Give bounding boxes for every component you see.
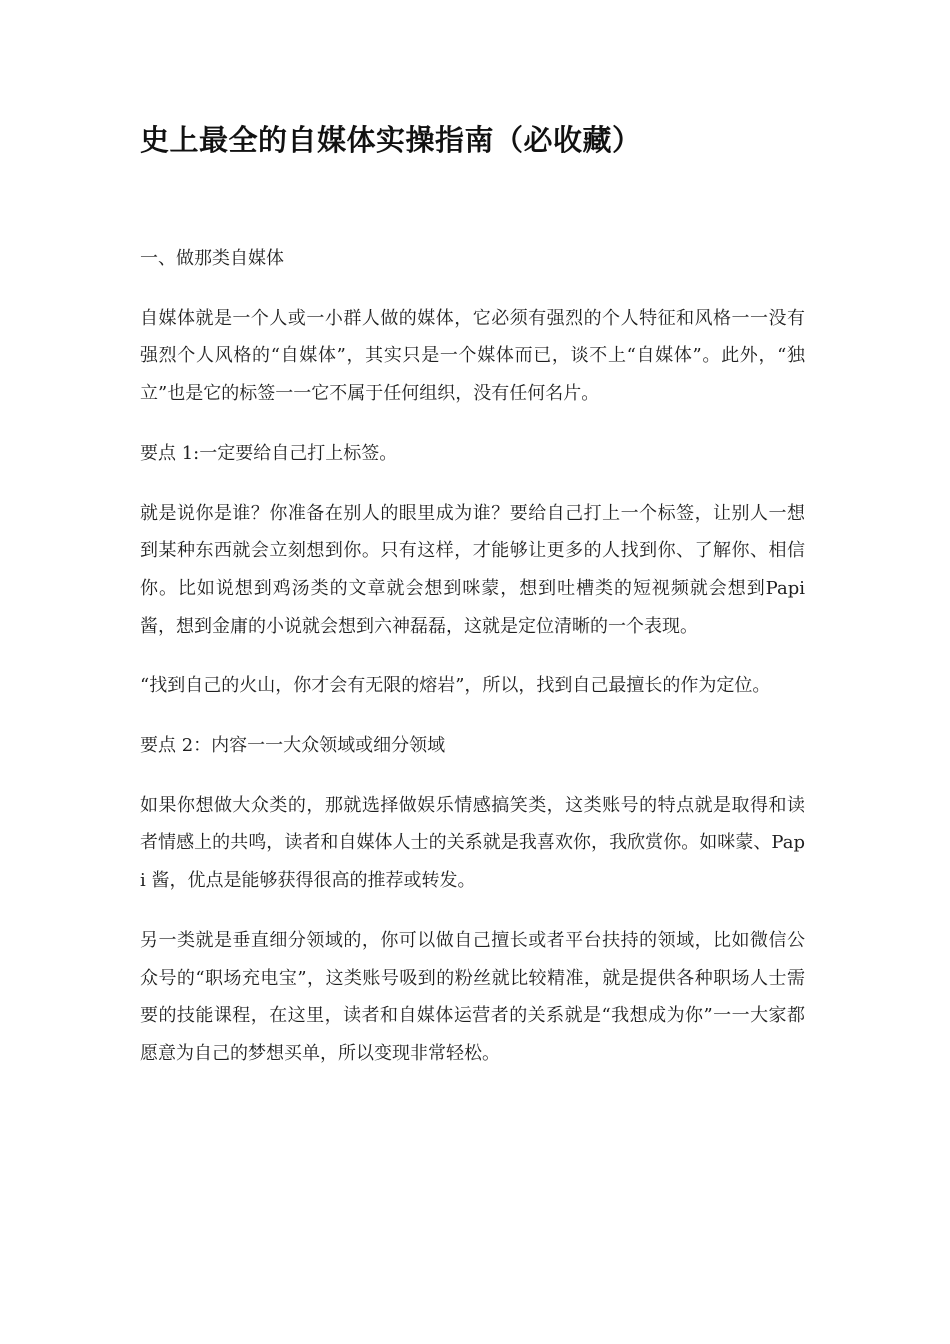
paragraph-definition: 自媒体就是一个人或一小群人做的媒体，它必须有强烈的个人特征和风格一一没有强烈个人风格的“自媒体”，其实只是一个媒体而已，谈不上“自媒体”。此外，“独立”也是它的标签一一它不属于任何组织，没有任何名片。 <box>140 307 805 405</box>
document-body <box>140 240 805 1095</box>
paragraph-label-explanation: 就是说你是谁？你准备在别人的眼里成为谁？要给自己打上一个标签，让别人一想到某种东西就会立刻想到你。只有这样，才能够让更多的人找到你、了解你、相信你。比如说想到鸡汤类的文章就会想到咪蒙，想到吐槽类的短视频就会想到Papi 酱，想到金庸的小说就会想到六神磊磊，这就是定位清晰的一个表现。 <box>140 502 805 637</box>
key-point-1: 要点 1:一定要给自己打上标签。 <box>140 442 398 464</box>
section-heading: 一、做那类自媒体 <box>140 248 284 269</box>
key-point-2: 要点 2：内容一一大众领域或细分领域 <box>140 735 446 757</box>
paragraph-vertical-field: 另一类就是垂直细分领域的，你可以做自己擅长或者平台扶持的领域，比如微信公众号的“职场充电宝”，这类账号吸到的粉丝就比较精准，就是提供各种职场人士需要的技能课程，在这里，读者和自媒体运营者的关系就是“我想成为你”一一大家都愿意为自己的梦想买单，所以变现非常轻松。 <box>140 929 805 1064</box>
document-title: 史上最全的自媒体实操指南（必收藏） <box>140 123 642 157</box>
paragraph-mass-field: 如果你想做大众类的，那就选择做娱乐情感搞笑类，这类账号的特点就是取得和读者情感上的共鸣，读者和自媒体人士的关系就是我喜欢你，我欣赏你。如咪蒙、Papi 酱，优点是能够获得很高的推荐或转发。 <box>140 794 805 892</box>
paragraph-volcano-quote: “找到自己的火山，你才会有无限的熔岩”，所以，找到自己最擅长的作为定位。 <box>140 675 771 697</box>
